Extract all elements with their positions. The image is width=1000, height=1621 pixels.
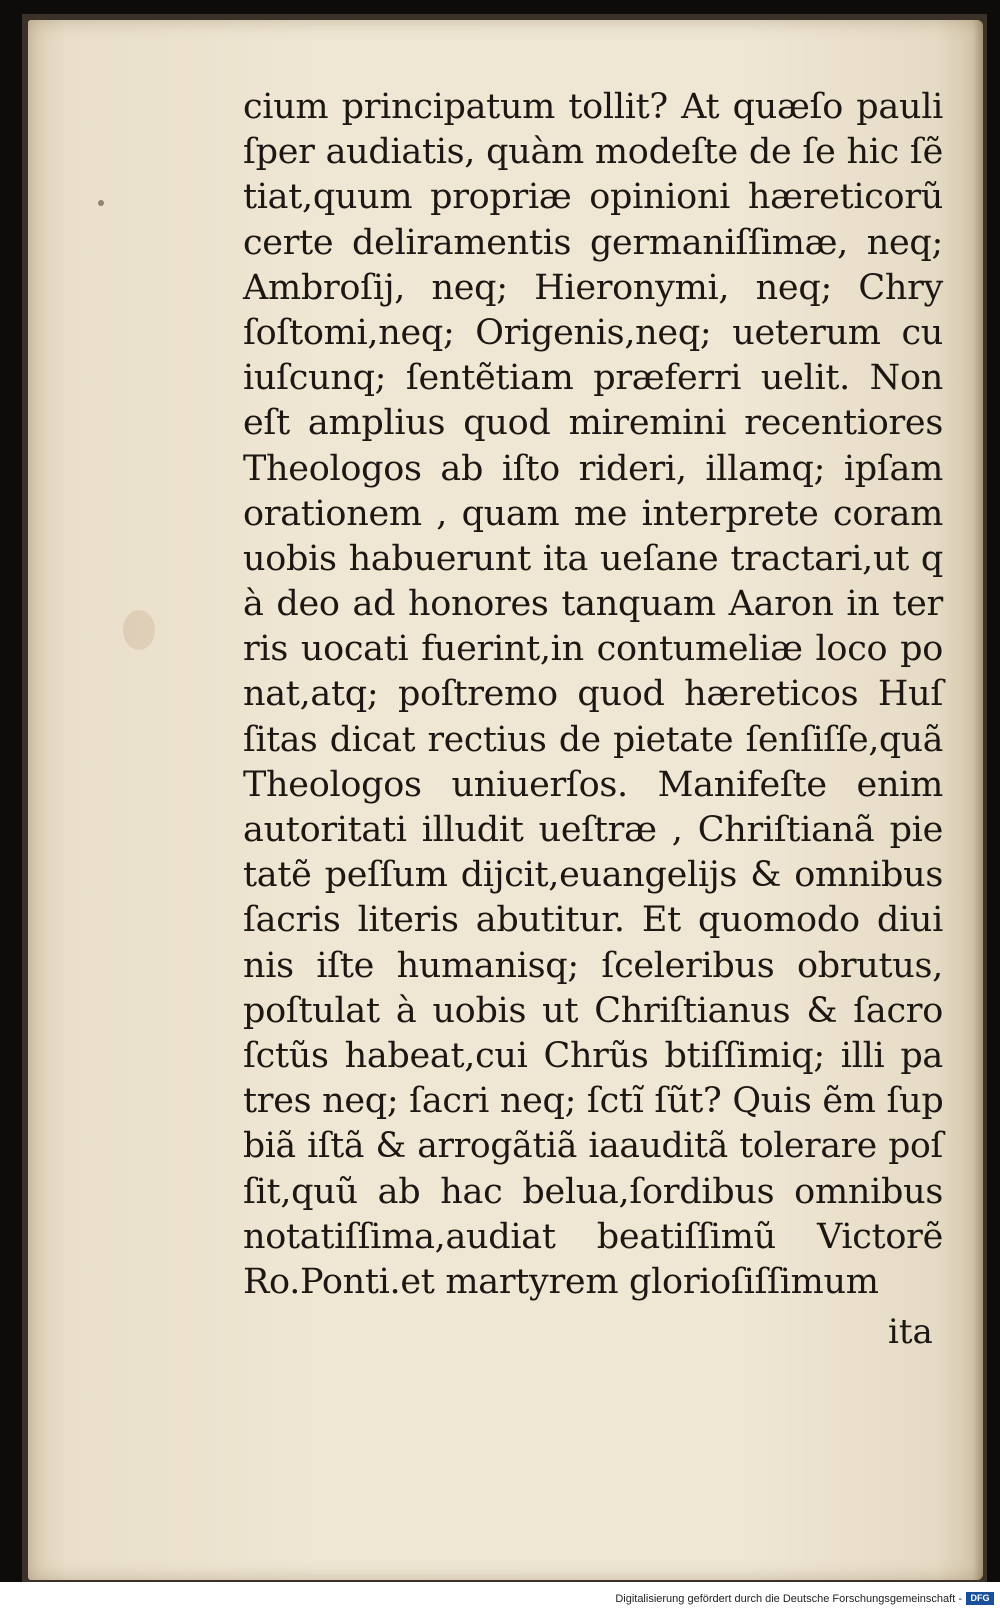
text-line: notatiſſima,audiat beatiſſimũ Victorẽ: [243, 1216, 943, 1257]
text-line: nat,atq; poſtremo quod hæreticos Huſ: [243, 674, 943, 715]
text-line: tiat,quum propriæ opinioni hæreticorũ: [243, 177, 943, 218]
text-line: orationem , quam me interprete coram: [243, 493, 943, 534]
text-line: à deo ad honores tanquam Aaron in ter: [243, 584, 943, 625]
text-line: nis iſte humanisq; ſceleribus obrutus,: [243, 945, 943, 986]
text-line: uobis habuerunt ita ueſane tractari,ut q: [243, 538, 943, 579]
text-line: ſacris literis abutitur. Et quomodo diui: [243, 900, 943, 941]
text-line: cium principatum tollit? At quæſo pauli: [243, 87, 943, 127]
text-line: ſitas dicat rectius de pietate ſenſiſſe,quã: [243, 719, 943, 760]
text-line: tres neq; ſacri neq; ſctĩ ſũt? Quis ẽm ſup: [243, 1081, 944, 1122]
text-line: ſper audiatis, quàm modeſte de ſe hic ſẽ: [243, 132, 943, 173]
text-line: ris uocati fuerint,in contumeliæ loco po: [243, 629, 943, 670]
text-line: tatẽ peſſum dijcit,euangelijs & omnibus: [243, 855, 943, 896]
book-page: [28, 20, 983, 1580]
text-line: poſtulat à uobis ut Chriſtianus & ſacro: [243, 990, 943, 1031]
text-line: ſctũs habeat,cui Chrũs btiſſimiq; illi pa: [243, 1035, 943, 1076]
text-line: ſoſtomi,neq; Origenis,neq; ueterum cu: [243, 312, 943, 353]
text-line: Ro.Ponti.et martyrem glorioſiſſimum: [243, 1261, 879, 1302]
printed-text-block: [243, 85, 943, 1305]
funding-credit: Digitalisierung gefördert durch die Deutsche Forschungsgemeinschaft -: [615, 1593, 962, 1605]
paper-stain: [123, 610, 155, 650]
text-line: Theologos uniuerſos. Manifeſte enim: [243, 764, 943, 805]
paper-stain: [98, 200, 104, 206]
text-line: Theologos ab iſto rideri, illamq; ipſam: [243, 448, 943, 489]
text-line: biã iſtã & arrogãtiã iaauditã tolerare poſ: [243, 1126, 943, 1167]
text-line: iuſcunq; ſentẽtiam præferri uelit. Non: [243, 358, 943, 399]
text-line: eſt amplius quod miremini recentiores: [243, 403, 943, 444]
text-line: autoritati illudit ueſtræ , Chriſtianã pie: [243, 810, 943, 850]
text-line: ſit,quũ ab hac belua,ſordibus omnibus: [243, 1171, 943, 1212]
dfg-logo-icon: DFG: [966, 1592, 994, 1605]
page-edge: [973, 20, 983, 1580]
digitization-footer: [0, 1582, 1000, 1621]
text-line: certe deliramentis germaniſſimæ, neq;: [243, 222, 943, 263]
text-line: Ambroſij, neq; Hieronymi, neq; Chry: [243, 267, 943, 308]
catchword: ita: [888, 1312, 933, 1352]
